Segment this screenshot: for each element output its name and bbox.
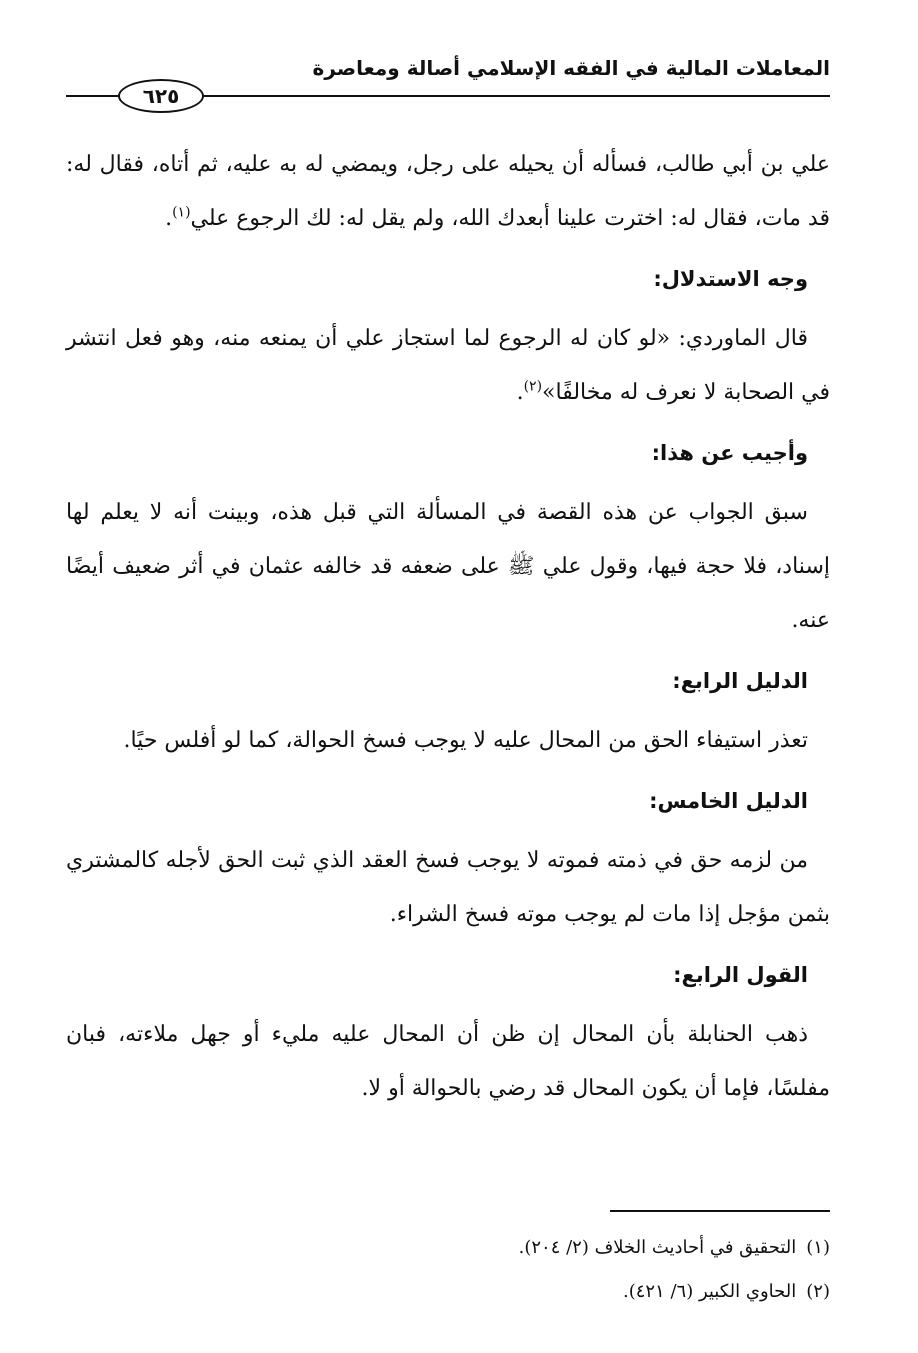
- paragraph-1-end: .: [165, 206, 173, 231]
- footnote-1-text: التحقيق في أحاديث الخلاف (٢/ ٢٠٤).: [518, 1237, 797, 1258]
- paragraph-1-text: علي بن أبي طالب، فسأله أن يحيله على رجل، ويمضي له به عليه، ثم أتاه، فقال له: قد مات، فقال له: اخترت علينا أبعدك الله، ولم يقل له: لك الرجوع علي: [66, 152, 830, 231]
- paragraph-6: ذهب الحنابلة بأن المحال إن ظن أن المحال عليه مليء أو جهل ملاءته، فبان مفلسًا، فإما أن يكون المحال قد رضي بالحوالة أو لا.: [66, 1022, 830, 1101]
- paragraph-4: تعذر استيفاء الحق من المحال عليه لا يوجب فسخ الحوالة، كما لو أفلس حيًا.: [123, 728, 808, 753]
- footnote-2-number: (٢): [806, 1281, 830, 1302]
- paragraph-3: سبق الجواب عن هذه القصة في المسألة التي قبل هذه، وبينت أنه لا يعلم لها إسناد، فلا حجة فيها، وقول علي ﷺ على ضعفه قد خالفه عثمان في أثر ضعيف أيضًا عنه.: [66, 500, 830, 633]
- footnote-2-text: الحاوي الكبير (٦/ ٤٢١).: [622, 1281, 797, 1302]
- heading-fourth-opinion: القول الرابع:: [673, 963, 808, 987]
- footnotes: [300, 1226, 830, 1314]
- footnote-1: [300, 1226, 830, 1270]
- main-text: [66, 138, 830, 1122]
- heading-fourth-evidence: الدليل الرابع:: [672, 669, 808, 693]
- paragraph-2-end: .: [516, 380, 524, 405]
- footnote-ref-2: (٢): [523, 378, 543, 395]
- footnote-1-number: (١): [806, 1237, 830, 1258]
- footnote-separator: [610, 1210, 830, 1212]
- page-number: [118, 79, 204, 113]
- page-number-text: ٦٢٥: [142, 84, 180, 108]
- running-title: المعاملات المالية في الفقه الإسلامي أصالة ومعاصرة: [312, 56, 830, 80]
- paragraph-5: من لزمه حق في ذمته فموته لا يوجب فسخ العقد الذي ثبت الحق لأجله كالمشتري بثمن مؤجل إذا مات لم يوجب موته فسخ الشراء.: [66, 848, 830, 927]
- heading-fifth-evidence: الدليل الخامس:: [649, 789, 808, 813]
- paragraph-1: [66, 138, 830, 246]
- footnote-ref-1: (١): [172, 204, 191, 221]
- paragraph-2-text: قال الماوردي: «لو كان له الرجوع لما استجاز علي أن يمنعه منه، وهو فعل انتشر في الصحابة لا نعرف له مخالفًا»: [66, 326, 830, 405]
- paragraph-2: [66, 312, 830, 420]
- heading-reasoning: وجه الاستدلال:: [653, 267, 808, 291]
- footnote-2: [300, 1270, 830, 1314]
- heading-response: وأجيب عن هذا:: [651, 441, 808, 465]
